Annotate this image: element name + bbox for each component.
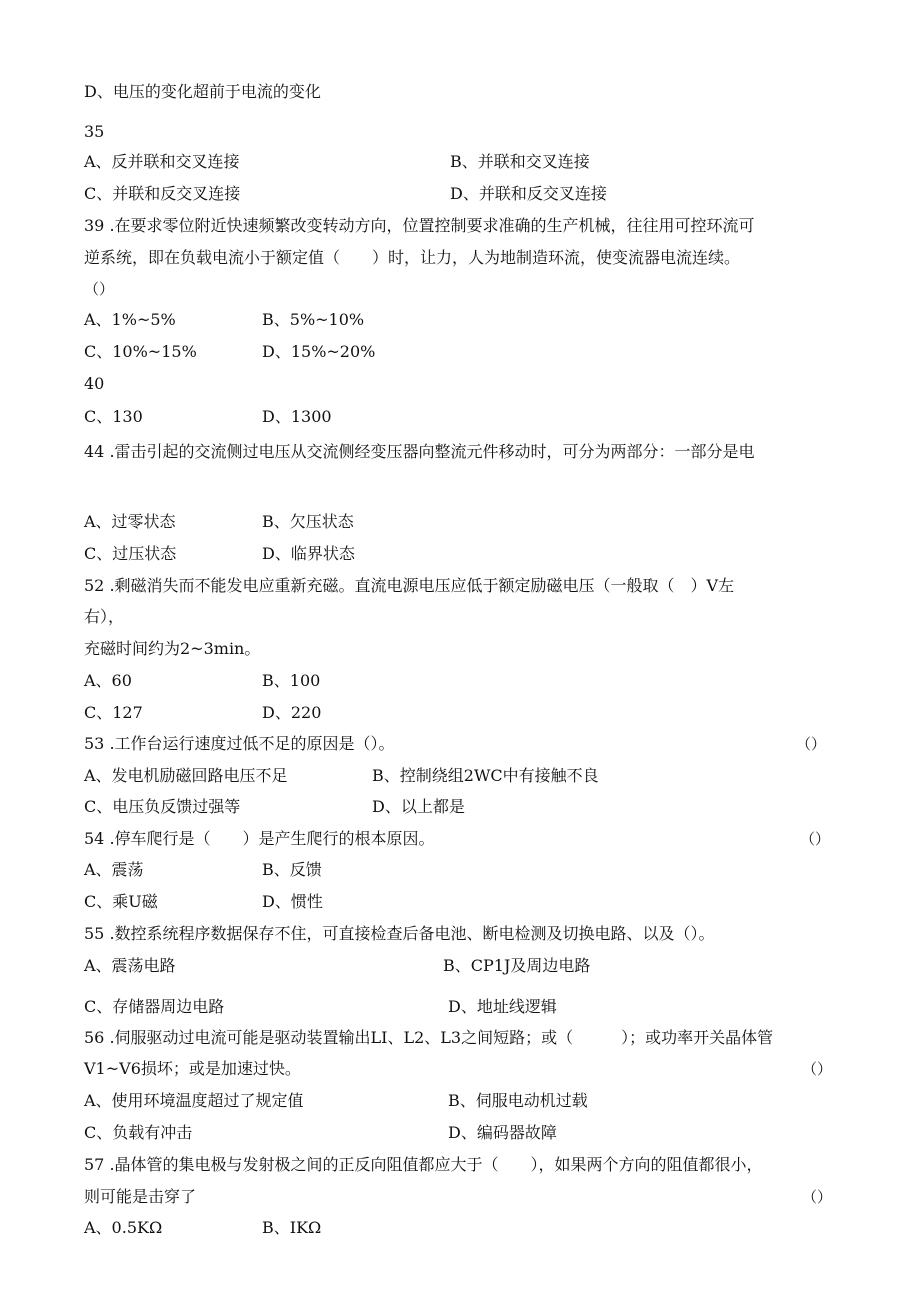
- q52-option-d: D、220: [262, 703, 322, 722]
- q54-option-c: C、乘U磁: [84, 892, 158, 911]
- q52-text-line-3: 充磁时间约为2~3min。: [84, 639, 261, 658]
- q39-text-line-1: 39 .在要求零位附近快速频繁改变转动方向，位置控制要求准确的生产机械，往往用可控环流可: [84, 216, 755, 235]
- option-d-previous: D、电压的变化超前于电流的变化: [84, 82, 321, 101]
- q40-option-d: D、1300: [262, 407, 332, 426]
- question-number-40: 40: [84, 374, 105, 393]
- q39-answer-paren: （）: [84, 280, 115, 298]
- q55-text-line-1: 55 .数控系统程序数据保存不住，可直接检查后备电池、断电检测及切换电路、以及（）。: [84, 924, 715, 943]
- question-number-35: 35: [84, 122, 105, 141]
- q54-option-d: D、惯性: [262, 892, 323, 911]
- q56-option-d: D、编码器故障: [448, 1123, 557, 1142]
- q52-option-b: B、100: [262, 671, 321, 690]
- q54-text-line-1: 54 .停车爬行是（ ）是产生爬行的根本原因。: [84, 829, 435, 848]
- q57-text-line-2: 则可能是击穿了: [84, 1187, 197, 1206]
- q53-option-a: A、发电机励磁回路电压不足: [84, 766, 288, 785]
- q39-option-a: A、1%~5%: [84, 310, 176, 329]
- q56-option-b: B、伺服电动机过载: [448, 1091, 588, 1110]
- q55-option-c: C、存储器周边电路: [84, 997, 225, 1016]
- q56-text-line-2: V1~V6损坏；或是加速过快。: [84, 1059, 301, 1078]
- q57-option-a: A、0.5KΩ: [84, 1218, 163, 1237]
- q39-option-c: C、10%~15%: [84, 342, 197, 361]
- q56-option-c: C、负载有冲击: [84, 1123, 193, 1142]
- q53-answer-paren: （）: [796, 735, 827, 753]
- q35-option-a: A、反并联和交叉连接: [84, 152, 240, 171]
- q40-option-c: C、130: [84, 407, 143, 426]
- q55-option-b: B、CP1J及周边电路: [443, 956, 591, 975]
- q52-option-a: A、60: [84, 671, 132, 690]
- q44-option-a: A、过零状态: [84, 512, 176, 531]
- q52-text-line-2: 右），: [84, 607, 125, 626]
- q56-text-line-1: 56 .伺服驱动过电流可能是驱动装置输出LI、L2、L3之间短路；或（ ）；或功率开关晶体管: [84, 1028, 774, 1047]
- q39-text-line-2: 逆系统，即在负载电流小于额定值（ ）时，让力，人为地制造环流，使变流器电流连续。: [84, 248, 741, 267]
- q54-option-b: B、反馈: [262, 860, 322, 879]
- q53-option-d: D、以上都是: [372, 797, 465, 816]
- q53-text-line-1: 53 .工作台运行速度过低不足的原因是（）。: [84, 734, 395, 753]
- q57-option-b: B、IKΩ: [262, 1218, 322, 1237]
- q57-text-line-1: 57 .晶体管的集电极与发射极之间的正反向阻值都应大于（ ），如果两个方向的阻值都很小，: [84, 1155, 763, 1174]
- q44-option-b: B、欠压状态: [262, 512, 354, 531]
- q35-option-b: B、并联和交叉连接: [450, 152, 590, 171]
- q56-option-a: A、使用环境温度超过了规定值: [84, 1091, 304, 1110]
- q35-option-c: C、并联和反交叉连接: [84, 184, 241, 203]
- q35-option-d: D、并联和反交叉连接: [450, 184, 607, 203]
- q39-option-b: B、5%~10%: [262, 310, 365, 329]
- q54-answer-paren: （）: [800, 830, 831, 848]
- q55-option-a: A、震荡电路: [84, 956, 176, 975]
- q54-option-a: A、震荡: [84, 860, 144, 879]
- q44-option-c: C、过压状态: [84, 544, 177, 563]
- q56-answer-paren: （）: [802, 1060, 833, 1078]
- q44-option-d: D、临界状态: [262, 544, 355, 563]
- q53-option-c: C、电压负反馈过强等: [84, 797, 241, 816]
- q44-text-line-1: 44 .雷击引起的交流侧过电压从交流侧经变压器向整流元件移动时，可分为两部分：一部分是电: [84, 442, 755, 461]
- q39-option-d: D、15%~20%: [262, 342, 376, 361]
- q55-option-d: D、地址线逻辑: [448, 997, 557, 1016]
- q52-text-line-1: 52 .剩磁消失而不能发电应重新充磁。直流电源电压应低于额定励磁电压（一般取（ ）V左: [84, 576, 735, 595]
- q57-answer-paren: （）: [802, 1188, 833, 1206]
- q53-option-b: B、控制绕组2WC中有接触不良: [372, 766, 599, 785]
- q52-option-c: C、127: [84, 703, 143, 722]
